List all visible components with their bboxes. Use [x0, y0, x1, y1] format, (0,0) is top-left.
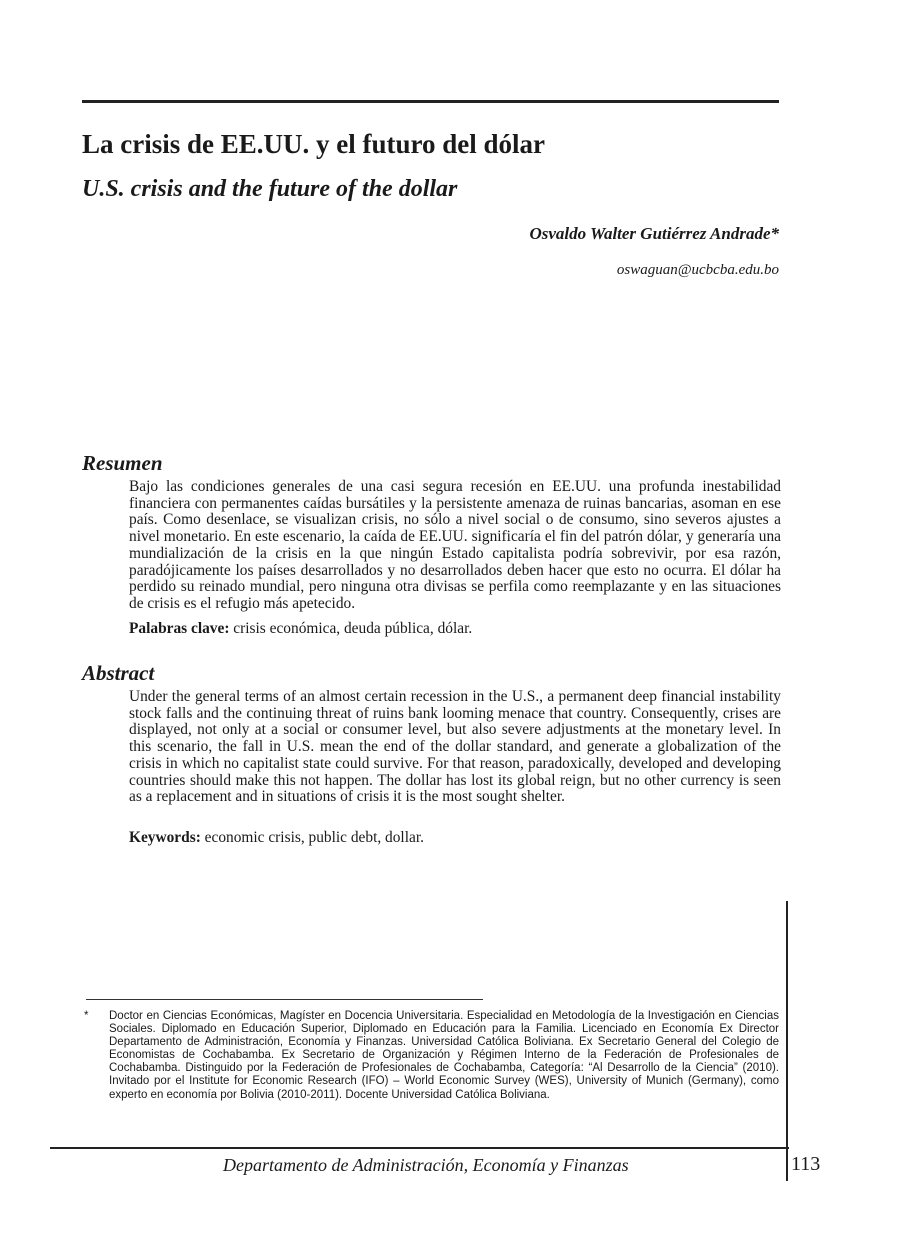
footnote-mark: * — [84, 1010, 89, 1022]
abstract-keywords — [129, 829, 424, 847]
footnote-text: Doctor en Ciencias Económicas, Magíster en Docencia Universitaria. Especialidad en Metodología de la Investigación en Ciencias Sociales. Diplomado en Educación Superior, Diplomado en Educación para la Familia. Licenciado en Economía Ex Director Departamento de Administración, Economía y Finanzas. Universidad Católica Boliviana. Ex Secretario General del Colegio de Economistas de Cochabamba. Ex Secretario de Organización y Régimen Interno de la Federación de Profesionales de Cochabamba. Distinguido por la Federación de Profesionales de Cochabamba, Categoría: “Al Desarrollo de la Ciencia” (2010). Invitado por el Institute for Economic Research (IFO) – World Economic Survey (WES), University of Munich (Germany), como experto en economía por Bolivia (2010-2011). Docente Universidad Católica Boliviana. — [109, 1010, 779, 1101]
article-subtitle: U.S. crisis and the future of the dollar — [82, 176, 458, 202]
resumen-keywords-list: crisis económica, deuda pública, dólar. — [229, 620, 473, 637]
top-rule — [82, 100, 779, 103]
resumen-text: Bajo las condiciones generales de una casi segura recesión en EE.UU. una profunda inestabilidad financiera con permanentes caídas bursátiles y la persistente amenaza de ruinas bancarias, asoman en ese país. Como desenlace, se visualizan crisis, no sólo a nivel social o de consumo, sino severos ajustes a nivel monetario. En este escenario, la caída de EE.UU. significaría el fin del patrón dólar, y generaría una mundialización de la crisis en la que ningún Estado capitalista podría sobrevivir, por esa razón, paradójicamente los países desarrollados y no desarrollados deben hacer que esto no ocurra. El dólar ha perdido su reinado mundial, pero ninguna otra divisas se perfila como reemplazante y en las situaciones de crisis es el refugio más apetecido. — [129, 478, 781, 612]
abstract-keywords-label: Keywords: — [129, 829, 201, 846]
author-email[interactable]: oswaguan@ucbcba.edu.bo — [616, 262, 779, 278]
resumen-keywords-label: Palabras clave: — [129, 620, 230, 637]
abstract-keywords-list: economic crisis, public debt, dollar. — [200, 829, 424, 846]
footer-department: Departamento de Administración, Economía y Finanzas — [223, 1155, 629, 1175]
article-title: La crisis de EE.UU. y el futuro del dólar — [82, 129, 546, 159]
resumen-keywords — [129, 620, 472, 638]
author-name: Osvaldo Walter Gutiérrez Andrade* — [529, 224, 779, 243]
vertical-rule — [786, 901, 788, 1181]
page-number: 113 — [791, 1153, 821, 1175]
bottom-rule — [50, 1147, 789, 1149]
abstract-text: Under the general terms of an almost certain recession in the U.S., a permanent deep financial instability stock falls and the continuing threat of ruins bank looming menace that country. Consequently, crises are displayed, not only at a social or consumer level, but also severe adjustments at the monetary level. In this scenario, the fall in U.S. mean the end of the dollar standard, and generate a globalization of the crisis in which no capitalist state could survive. For that reason, paradoxically, developed and developing countries should make this not happen. The dollar has lost its global reign, but no other currency is seen as a replacement and in situations of crisis it is the most sought shelter. — [129, 688, 781, 806]
footnote-rule — [86, 999, 483, 1000]
abstract-heading: Abstract — [82, 661, 155, 685]
resumen-heading: Resumen — [82, 451, 163, 475]
